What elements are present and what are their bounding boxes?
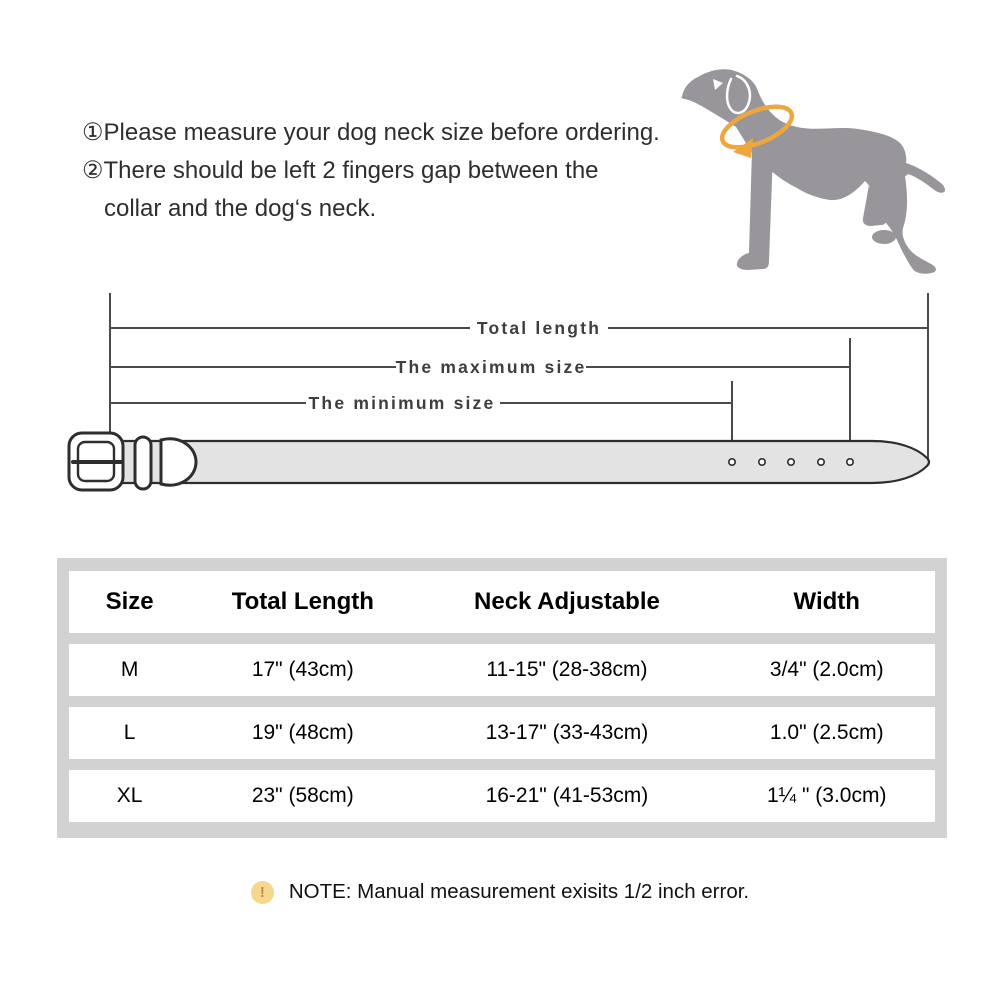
size-chart-table <box>57 558 947 838</box>
note-row <box>0 880 1000 904</box>
table-row-xl <box>69 770 935 822</box>
collar-buckle <box>69 433 123 490</box>
collar-strap <box>108 441 929 483</box>
min-size-label: The minimum size <box>308 393 496 413</box>
cell-width: 1¼ " (3.0cm) <box>766 784 887 807</box>
header-width: Width <box>793 588 860 615</box>
collar-d-ring <box>161 439 196 485</box>
instructions-block <box>82 114 660 228</box>
collar-keeper <box>135 437 151 489</box>
table-row-l <box>69 707 935 759</box>
instruction-line-2: ②There should be left 2 fingers gap between the <box>82 157 599 184</box>
header-neck-adjustable: Neck Adjustable <box>474 588 660 615</box>
table-row-m <box>69 644 935 696</box>
cell-neck-adjustable: 11-15" (28-38cm) <box>486 658 648 681</box>
collar-diagram <box>0 290 1000 495</box>
max-size-label: The maximum size <box>395 357 587 377</box>
cell-total-length: 17" (43cm) <box>251 658 354 681</box>
header-total-length: Total Length <box>231 588 374 615</box>
cell-neck-adjustable: 16-21" (41-53cm) <box>485 784 649 807</box>
cell-neck-adjustable: 13-17" (33-43cm) <box>485 721 649 744</box>
instruction-line-3: collar and the dog‘s neck. <box>104 195 377 222</box>
cell-size: L <box>123 721 136 744</box>
dog-body <box>681 69 945 274</box>
cell-total-length: 23" (58cm) <box>251 784 354 807</box>
header-size: Size <box>105 588 154 615</box>
cell-width: 1.0" (2.5cm) <box>769 721 884 744</box>
cell-width: 3/4" (2.0cm) <box>769 658 884 681</box>
total-length-label: Total length <box>476 318 602 338</box>
dog-illustration <box>645 50 960 285</box>
cell-size: M <box>120 658 139 681</box>
cell-size: XL <box>116 784 143 807</box>
cell-total-length: 19" (48cm) <box>251 721 354 744</box>
note-text: NOTE: Manual measurement exisits 1/2 inch error. <box>288 880 750 903</box>
exclamation-icon: ! <box>251 881 274 904</box>
instruction-line-1: ①Please measure your dog neck size before ordering. <box>82 119 660 146</box>
table-header-row <box>69 571 935 633</box>
